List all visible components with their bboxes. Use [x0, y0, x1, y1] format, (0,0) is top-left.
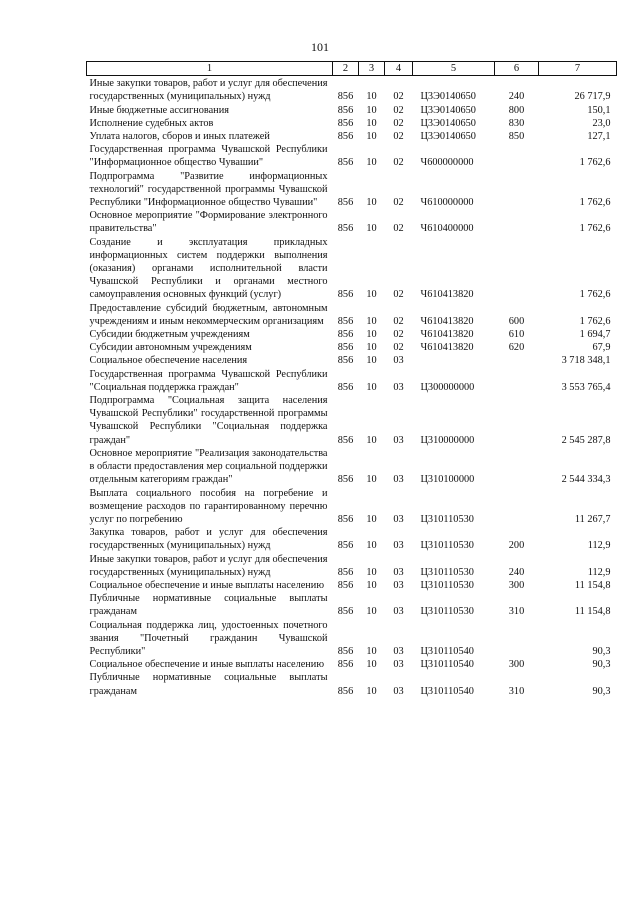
row-section-code: 10 — [366, 131, 377, 143]
row-amount: 127,1 — [587, 131, 611, 143]
table-row — [87, 394, 617, 447]
row-subsection-code: 03 — [393, 659, 404, 671]
row-expense-type: 240 — [508, 91, 525, 103]
row-subsection-code: 03 — [393, 381, 404, 393]
row-target-article: Ц310110540 — [420, 685, 474, 697]
row-target-article: Ч610400000 — [420, 223, 474, 235]
row-name: Социальное обеспечение и иные выплаты населению — [89, 659, 325, 671]
table-row — [87, 619, 617, 659]
row-subsection-code: 03 — [393, 513, 404, 525]
row-ministry-code: 856 — [337, 342, 354, 354]
row-subsection-code: 03 — [393, 355, 404, 367]
row-expense-type: 300 — [508, 659, 525, 671]
header-cell-target-article: 5 — [413, 62, 495, 76]
row-target-article: Ц310110530 — [420, 606, 474, 618]
row-ministry-code: 856 — [337, 355, 354, 367]
row-amount: 90,3 — [592, 659, 611, 671]
table-header — [87, 62, 617, 76]
row-name: Иные закупки товаров, работ и услуг для обеспечения государственных (муниципальных) нужд — [89, 553, 328, 578]
row-name: Создание и эксплуатация прикладных информационных систем поддержки выполнения (оказания) органами исполнительной власти Чувашской Республики и органами местного самоуправления основных функций (услуг) — [89, 236, 328, 301]
row-section-code: 10 — [366, 342, 377, 354]
row-section-code: 10 — [366, 685, 377, 697]
row-amount: 112,9 — [587, 540, 611, 552]
row-ministry-code: 856 — [337, 117, 354, 129]
row-section-code: 10 — [366, 540, 377, 552]
header-cell-ministry: 2 — [333, 62, 359, 76]
row-target-article — [413, 354, 495, 367]
row-subsection-code: 02 — [393, 91, 404, 103]
row-subsection-code: 03 — [393, 685, 404, 697]
header-cell-section: 3 — [359, 62, 385, 76]
table-row — [87, 592, 617, 618]
row-expense-type: 620 — [508, 342, 525, 354]
header-cell-subsection: 4 — [385, 62, 413, 76]
header-cell-name: 1 — [87, 62, 333, 76]
row-name: Подпрограмма "Социальная защита населения Чувашской Республики" государственной программы Чувашской Республики "Социальная поддержка граждан" — [89, 395, 328, 446]
row-expense-type — [495, 619, 539, 659]
row-target-article: Ч610413820 — [420, 289, 474, 301]
row-expense-type: 800 — [508, 104, 525, 116]
row-amount: 3 718 348,1 — [561, 355, 611, 367]
row-section-code: 10 — [366, 606, 377, 618]
row-subsection-code: 02 — [393, 157, 404, 169]
row-amount: 1 762,6 — [579, 315, 611, 327]
row-ministry-code: 856 — [337, 315, 354, 327]
row-section-code: 10 — [366, 355, 377, 367]
table-row — [87, 76, 617, 104]
row-amount: 23,0 — [592, 117, 611, 129]
row-ministry-code: 856 — [337, 131, 354, 143]
row-subsection-code: 02 — [393, 329, 404, 341]
row-amount: 1 762,6 — [579, 157, 611, 169]
row-name: Основное мероприятие "Реализация законодательства в области предоставления мер социальной поддержки отдельным категориям граждан" — [89, 447, 328, 486]
row-ministry-code: 856 — [337, 659, 354, 671]
row-name: Публичные нормативные социальные выплаты гражданам — [89, 593, 328, 618]
row-section-code: 10 — [366, 315, 377, 327]
row-ministry-code: 856 — [337, 104, 354, 116]
table-row — [87, 117, 617, 130]
page-number: 101 — [311, 40, 329, 54]
row-name: Подпрограмма "Развитие информационных технологий" государственной программы Чувашской Республики "Информационное общество Чувашии" — [89, 170, 328, 209]
row-expense-type: 850 — [508, 131, 525, 143]
row-target-article: Ц310110530 — [420, 540, 474, 552]
row-ministry-code: 856 — [337, 606, 354, 618]
row-amount: 1 694,7 — [579, 329, 611, 341]
row-expense-type: 830 — [508, 117, 525, 129]
row-section-code: 10 — [366, 645, 377, 657]
table-row — [87, 553, 617, 579]
row-subsection-code: 02 — [393, 197, 404, 209]
row-ministry-code: 856 — [337, 289, 354, 301]
row-target-article: Ц310110530 — [420, 579, 474, 591]
row-name: Основное мероприятие "Формирование электронного правительства" — [89, 210, 328, 235]
row-target-article: Ц310100000 — [420, 474, 475, 486]
row-expense-type: 310 — [508, 606, 525, 618]
row-expense-type: 200 — [508, 540, 525, 552]
row-ministry-code: 856 — [337, 197, 354, 209]
table-row — [87, 170, 617, 210]
row-target-article: Ц300000000 — [420, 381, 475, 393]
row-amount: 11 267,7 — [574, 513, 611, 525]
row-name: Иные закупки товаров, работ и услуг для обеспечения государственных (муниципальных) нужд — [89, 78, 328, 103]
row-subsection-code: 03 — [393, 579, 404, 591]
row-name: Социальное обеспечение населения — [89, 355, 248, 367]
table-row — [87, 368, 617, 394]
row-subsection-code: 03 — [393, 434, 404, 446]
row-subsection-code: 02 — [393, 104, 404, 116]
row-ministry-code: 856 — [337, 91, 354, 103]
row-amount: 2 544 334,3 — [561, 474, 611, 486]
row-section-code: 10 — [366, 474, 377, 486]
row-amount: 90,3 — [592, 685, 611, 697]
table-row — [87, 671, 617, 697]
row-expense-type — [495, 394, 539, 447]
row-amount: 11 154,8 — [574, 579, 611, 591]
table-row — [87, 579, 617, 592]
table-row — [87, 143, 617, 169]
budget-table — [86, 61, 617, 698]
row-section-code: 10 — [366, 513, 377, 525]
row-name: Иные бюджетные ассигнования — [89, 104, 229, 116]
row-name: Социальное обеспечение и иные выплаты населению — [89, 579, 325, 591]
row-expense-type — [495, 236, 539, 302]
row-section-code: 10 — [366, 579, 377, 591]
row-expense-type — [495, 487, 539, 527]
row-expense-type: 240 — [508, 566, 525, 578]
row-ministry-code: 856 — [337, 223, 354, 235]
row-subsection-code: 02 — [393, 117, 404, 129]
row-amount: 11 154,8 — [574, 606, 611, 618]
row-amount: 67,9 — [592, 342, 611, 354]
row-amount: 112,9 — [587, 566, 611, 578]
row-target-article: Ц3Э0140650 — [420, 131, 476, 143]
table-row — [87, 236, 617, 302]
row-subsection-code: 03 — [393, 645, 404, 657]
row-amount: 1 762,6 — [579, 223, 611, 235]
row-ministry-code: 856 — [337, 474, 354, 486]
row-name: Социальная поддержка лиц, удостоенных почетного звания "Почетный гражданин Чувашской Республики" — [89, 619, 328, 657]
row-target-article: Ч610413820 — [420, 315, 474, 327]
row-amount: 150,1 — [587, 104, 611, 116]
row-section-code: 10 — [366, 659, 377, 671]
row-amount: 1 762,6 — [579, 289, 611, 301]
row-target-article: Ц3Э0140650 — [420, 91, 476, 103]
table-body — [87, 76, 617, 698]
row-name: Субсидии автономным учреждениям — [89, 342, 252, 354]
row-target-article: Ч610000000 — [420, 197, 474, 209]
row-name: Выплата социального пособия на погребение и возмещение расходов по гарантированному перечню услуг по погребению — [89, 487, 328, 525]
row-ministry-code: 856 — [337, 566, 354, 578]
row-subsection-code: 03 — [393, 606, 404, 618]
row-name: Закупка товаров, работ и услуг для обеспечения государственных (муниципальных) нужд — [89, 527, 328, 552]
row-section-code: 10 — [366, 329, 377, 341]
row-subsection-code: 03 — [393, 474, 404, 486]
row-target-article: Ц310110530 — [420, 566, 474, 578]
row-subsection-code: 02 — [393, 342, 404, 354]
row-target-article: Ч610413820 — [420, 342, 474, 354]
row-expense-type — [495, 170, 539, 210]
row-section-code: 10 — [366, 104, 377, 116]
row-section-code: 10 — [366, 157, 377, 169]
row-ministry-code: 856 — [337, 157, 354, 169]
row-target-article: Ц310000000 — [420, 434, 475, 446]
table-row — [87, 302, 617, 328]
row-section-code: 10 — [366, 197, 377, 209]
row-target-article: Ч600000000 — [420, 157, 474, 169]
table-row — [87, 447, 617, 487]
row-subsection-code: 02 — [393, 131, 404, 143]
row-target-article: Ч610413820 — [420, 329, 474, 341]
row-subsection-code: 02 — [393, 289, 404, 301]
row-expense-type — [495, 368, 539, 394]
row-section-code: 10 — [366, 566, 377, 578]
row-expense-type — [495, 143, 539, 169]
row-ministry-code: 856 — [337, 579, 354, 591]
row-ministry-code: 856 — [337, 540, 354, 552]
header-cell-amount: 7 — [539, 62, 617, 76]
row-ministry-code: 856 — [337, 381, 354, 393]
row-amount: 3 553 765,4 — [561, 381, 611, 393]
row-name: Субсидии бюджетным учреждениям — [89, 329, 250, 341]
row-amount: 90,3 — [592, 645, 611, 657]
row-expense-type: 300 — [508, 579, 525, 591]
row-subsection-code: 03 — [393, 566, 404, 578]
table-row — [87, 209, 617, 235]
row-expense-type: 600 — [508, 315, 525, 327]
table-row — [87, 658, 617, 671]
row-ministry-code: 856 — [337, 645, 354, 657]
row-amount: 2 545 287,8 — [561, 434, 611, 446]
row-target-article: Ц310110540 — [420, 659, 474, 671]
header-row — [87, 62, 617, 76]
row-ministry-code: 856 — [337, 513, 354, 525]
row-expense-type — [495, 354, 539, 367]
row-name: Исполнение судебных актов — [89, 117, 214, 129]
row-name: Уплата налогов, сборов и иных платежей — [89, 131, 270, 143]
row-target-article: Ц3Э0140650 — [420, 117, 476, 129]
row-section-code: 10 — [366, 223, 377, 235]
table-row — [87, 354, 617, 367]
row-subsection-code: 02 — [393, 223, 404, 235]
row-ministry-code: 856 — [337, 329, 354, 341]
table-row — [87, 487, 617, 527]
table-row — [87, 341, 617, 354]
row-expense-type: 610 — [508, 329, 525, 341]
row-target-article: Ц310110540 — [420, 645, 474, 657]
table-row — [87, 130, 617, 143]
table-row — [87, 328, 617, 341]
table-row — [87, 104, 617, 117]
row-section-code: 10 — [366, 289, 377, 301]
row-name: Предоставление субсидий бюджетным, автономным учреждениям и иным некоммерческим организациям — [89, 302, 328, 327]
row-name: Публичные нормативные социальные выплаты гражданам — [89, 672, 328, 697]
row-section-code: 10 — [366, 117, 377, 129]
table-row — [87, 526, 617, 552]
row-target-article: Ц310110530 — [420, 513, 474, 525]
row-subsection-code: 03 — [393, 540, 404, 552]
row-section-code: 10 — [366, 434, 377, 446]
row-name: Государственная программа Чувашской Республики "Информационное общество Чувашии" — [89, 144, 328, 169]
row-subsection-code: 02 — [393, 315, 404, 327]
row-expense-type — [495, 447, 539, 487]
row-expense-type: 310 — [508, 685, 525, 697]
row-ministry-code: 856 — [337, 434, 354, 446]
header-cell-expense-type: 6 — [495, 62, 539, 76]
row-section-code: 10 — [366, 91, 377, 103]
row-expense-type — [495, 209, 539, 235]
row-name: Государственная программа Чувашской Республики "Социальная поддержка граждан" — [89, 368, 328, 393]
row-amount: 26 717,9 — [574, 91, 611, 103]
row-amount: 1 762,6 — [579, 197, 611, 209]
row-ministry-code: 856 — [337, 685, 354, 697]
row-section-code: 10 — [366, 381, 377, 393]
row-target-article: Ц3Э0140650 — [420, 104, 476, 116]
